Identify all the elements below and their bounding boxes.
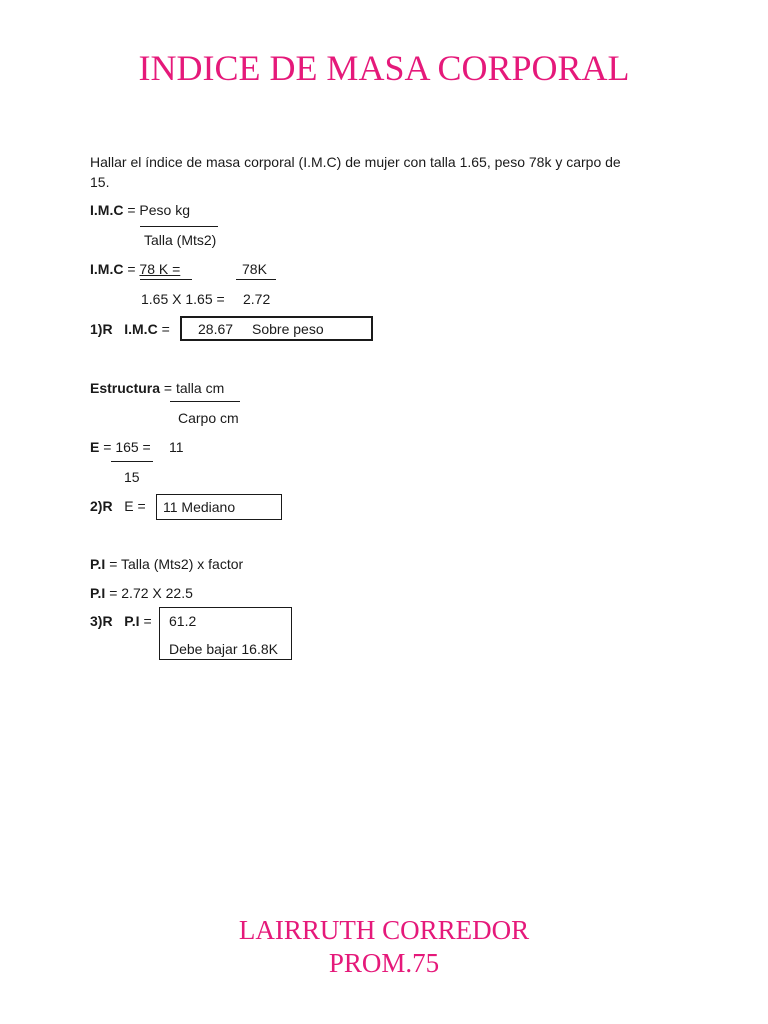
equals-sign: = xyxy=(103,439,112,455)
answer3-line2: Debe bajar 16.8K xyxy=(169,641,278,657)
imc-numerator: Peso kg xyxy=(139,202,191,218)
pi-label: P.I xyxy=(90,556,106,572)
imc-calc-denominator: 1.65 X 1.65 = xyxy=(141,291,225,307)
answer1-value: 28.67 xyxy=(198,321,234,337)
problem-statement-line2: 15. xyxy=(90,174,110,190)
estructura-label: Estructura xyxy=(90,380,161,396)
imc-label: I.M.C xyxy=(90,202,124,218)
e-result: 11 xyxy=(169,439,184,455)
equals-sign: = xyxy=(127,202,136,218)
fraction-bar xyxy=(140,226,218,227)
equals-sign: = xyxy=(137,498,146,514)
e-denominator: 15 xyxy=(124,469,140,485)
answer2-value: 11 Mediano xyxy=(163,499,236,515)
imc-calc-label: I.M.C xyxy=(90,261,124,277)
imc-calc-row xyxy=(90,260,180,278)
pi-calc-text: = 2.72 X 22.5 xyxy=(109,585,193,601)
pi-formula-row xyxy=(90,555,243,573)
e-numerator: 165 = xyxy=(115,439,151,455)
answer1-label: 1)R xyxy=(90,321,113,337)
answer3-row xyxy=(90,612,152,630)
pi-calc-row xyxy=(90,584,193,602)
answer3-line1: 61.2 xyxy=(169,613,197,629)
page-title: INDICE DE MASA CORPORAL xyxy=(138,48,630,88)
estructura-denominator: Carpo cm xyxy=(178,410,239,426)
imc-calc-numerator2: 78K xyxy=(242,261,267,277)
estructura-formula-row xyxy=(90,379,224,397)
problem-statement-line1: Hallar el índice de masa corporal (I.M.C) de mujer con talla 1.65, peso 78k y carpo de xyxy=(90,154,621,170)
e-calc-row xyxy=(90,438,151,456)
answer2-label: 2)R xyxy=(90,498,113,514)
answer2-row xyxy=(90,497,146,515)
imc-calc-numerator: 78 K = xyxy=(139,261,181,277)
answer2-var: E xyxy=(124,498,134,514)
equals-sign: = xyxy=(143,613,152,629)
imc-denominator: Talla (Mts2) xyxy=(144,232,217,248)
e-label: E xyxy=(90,439,100,455)
fraction-bar xyxy=(140,279,192,280)
equals-sign: = xyxy=(161,321,170,337)
answer3-box xyxy=(159,607,292,660)
fraction-bar xyxy=(111,461,153,462)
equals-sign: = xyxy=(163,380,173,396)
imc-calc-denominator2: 2.72 xyxy=(243,291,271,307)
answer1-text: Sobre peso xyxy=(252,321,324,337)
answer1-row xyxy=(90,320,170,338)
pi-formula-text: = Talla (Mts2) x factor xyxy=(109,556,244,572)
fraction-bar xyxy=(170,401,240,402)
pi-calc-label: P.I xyxy=(90,585,106,601)
answer1-var: I.M.C xyxy=(124,321,158,337)
answer2-box xyxy=(156,494,282,520)
author-name: LAIRRUTH CORREDOR xyxy=(238,915,530,945)
author-prom: PROM.75 xyxy=(328,948,440,978)
answer1-box xyxy=(180,316,373,341)
imc-formula-row xyxy=(90,201,190,219)
estructura-numerator: talla cm xyxy=(176,380,225,396)
fraction-bar xyxy=(236,279,276,280)
answer3-var: P.I xyxy=(124,613,140,629)
equals-sign: = xyxy=(127,261,136,277)
answer3-label: 3)R xyxy=(90,613,113,629)
